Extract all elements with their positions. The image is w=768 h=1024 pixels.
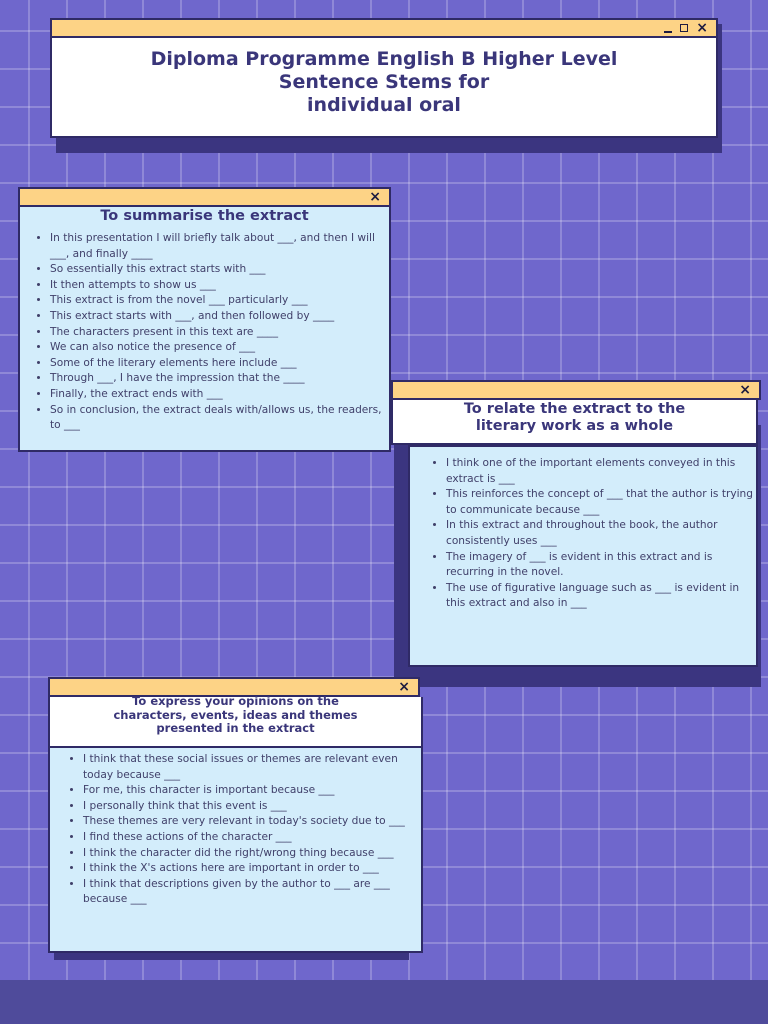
opinions-header-box bbox=[48, 694, 423, 748]
list-item: • The characters present in this text are ____ bbox=[50, 325, 389, 341]
list-item: • We can also notice the presence of ___ bbox=[50, 340, 389, 356]
opinions-body bbox=[48, 746, 423, 953]
close-icon[interactable]: × bbox=[369, 189, 381, 205]
list-item: • In this extract and throughout the book, the author consistently uses ___ bbox=[446, 518, 756, 549]
summarise-list bbox=[20, 231, 389, 434]
list-item: • I think one of the important elements conveyed in this extract is ___ bbox=[446, 456, 756, 487]
list-item: • Finally, the extract ends with ___ bbox=[50, 387, 389, 403]
title-window bbox=[50, 18, 718, 138]
list-item: • For me, this character is important because ___ bbox=[83, 783, 421, 799]
close-icon[interactable]: × bbox=[696, 20, 708, 36]
list-item: • The imagery of ___ is evident in this extract and is recurring in the novel. bbox=[446, 550, 756, 581]
relate-list bbox=[410, 456, 756, 612]
summarise-titlebar bbox=[18, 187, 391, 207]
opinions-window bbox=[48, 677, 420, 747]
list-item: • These themes are very relevant in today's society due to ___ bbox=[83, 814, 421, 830]
close-icon[interactable]: × bbox=[739, 382, 751, 398]
opinions-heading-line3: presented in the extract bbox=[156, 721, 315, 735]
list-item: • I think that descriptions given by the author to ___ are ___ because ___ bbox=[83, 877, 421, 908]
relate-titlebar bbox=[391, 380, 761, 400]
close-icon[interactable]: × bbox=[398, 679, 410, 695]
title-window-titlebar bbox=[50, 18, 718, 38]
list-item: • This extract is from the novel ___ particularly ___ bbox=[50, 293, 389, 309]
list-item: • Through ___, I have the impression that the ____ bbox=[50, 371, 389, 387]
list-item: • In this presentation I will briefly talk about ___, and then I will ___, and finally ____ bbox=[50, 231, 389, 262]
footer-band bbox=[0, 980, 768, 1024]
list-item: • This extract starts with ___, and then followed by ____ bbox=[50, 309, 389, 325]
list-item: • I find these actions of the character ___ bbox=[83, 830, 421, 846]
list-item: • So in conclusion, the extract deals with/allows us, the readers, to ___ bbox=[50, 403, 389, 434]
maximize-icon[interactable] bbox=[680, 24, 688, 32]
list-item: • I think that these social issues or themes are relevant even today because ___ bbox=[83, 752, 421, 783]
summarise-body bbox=[18, 207, 391, 452]
page-title-line3: individual oral bbox=[307, 94, 461, 116]
list-item: • I think the X's actions here are important in order to ___ bbox=[83, 861, 421, 877]
opinions-heading-line1: To express your opinions on the bbox=[132, 694, 339, 708]
relate-body bbox=[408, 445, 758, 667]
list-item: • The use of figurative language such as ___ is evident in this extract and also in ___ bbox=[446, 581, 756, 612]
relate-header-box bbox=[391, 400, 758, 445]
relate-heading-line1: To relate the extract to the bbox=[463, 401, 686, 417]
list-item: • So essentially this extract starts with ___ bbox=[50, 262, 389, 278]
title-window-body bbox=[50, 38, 718, 138]
list-item: • Some of the literary elements here include ___ bbox=[50, 356, 389, 372]
summarise-window bbox=[18, 187, 391, 452]
page-title-line1: Diploma Programme English B Higher Level bbox=[150, 48, 618, 70]
opinions-heading-line2: characters, events, ideas and themes bbox=[113, 707, 358, 722]
list-item: • I personally think that this event is ___ bbox=[83, 799, 421, 815]
page-title-line2: Sentence Stems for bbox=[278, 71, 490, 93]
list-item: • It then attempts to show us ___ bbox=[50, 278, 389, 294]
minimize-icon[interactable] bbox=[664, 31, 672, 33]
relate-window bbox=[391, 380, 761, 445]
summarise-heading: To summarise the extract bbox=[100, 208, 309, 224]
list-item: • This reinforces the concept of ___ that the author is trying to communicate because ___ bbox=[446, 487, 756, 518]
list-item: • I think the character did the right/wrong thing because ___ bbox=[83, 846, 421, 862]
relate-heading-line2: literary work as a whole bbox=[475, 418, 674, 434]
opinions-list bbox=[50, 752, 421, 908]
